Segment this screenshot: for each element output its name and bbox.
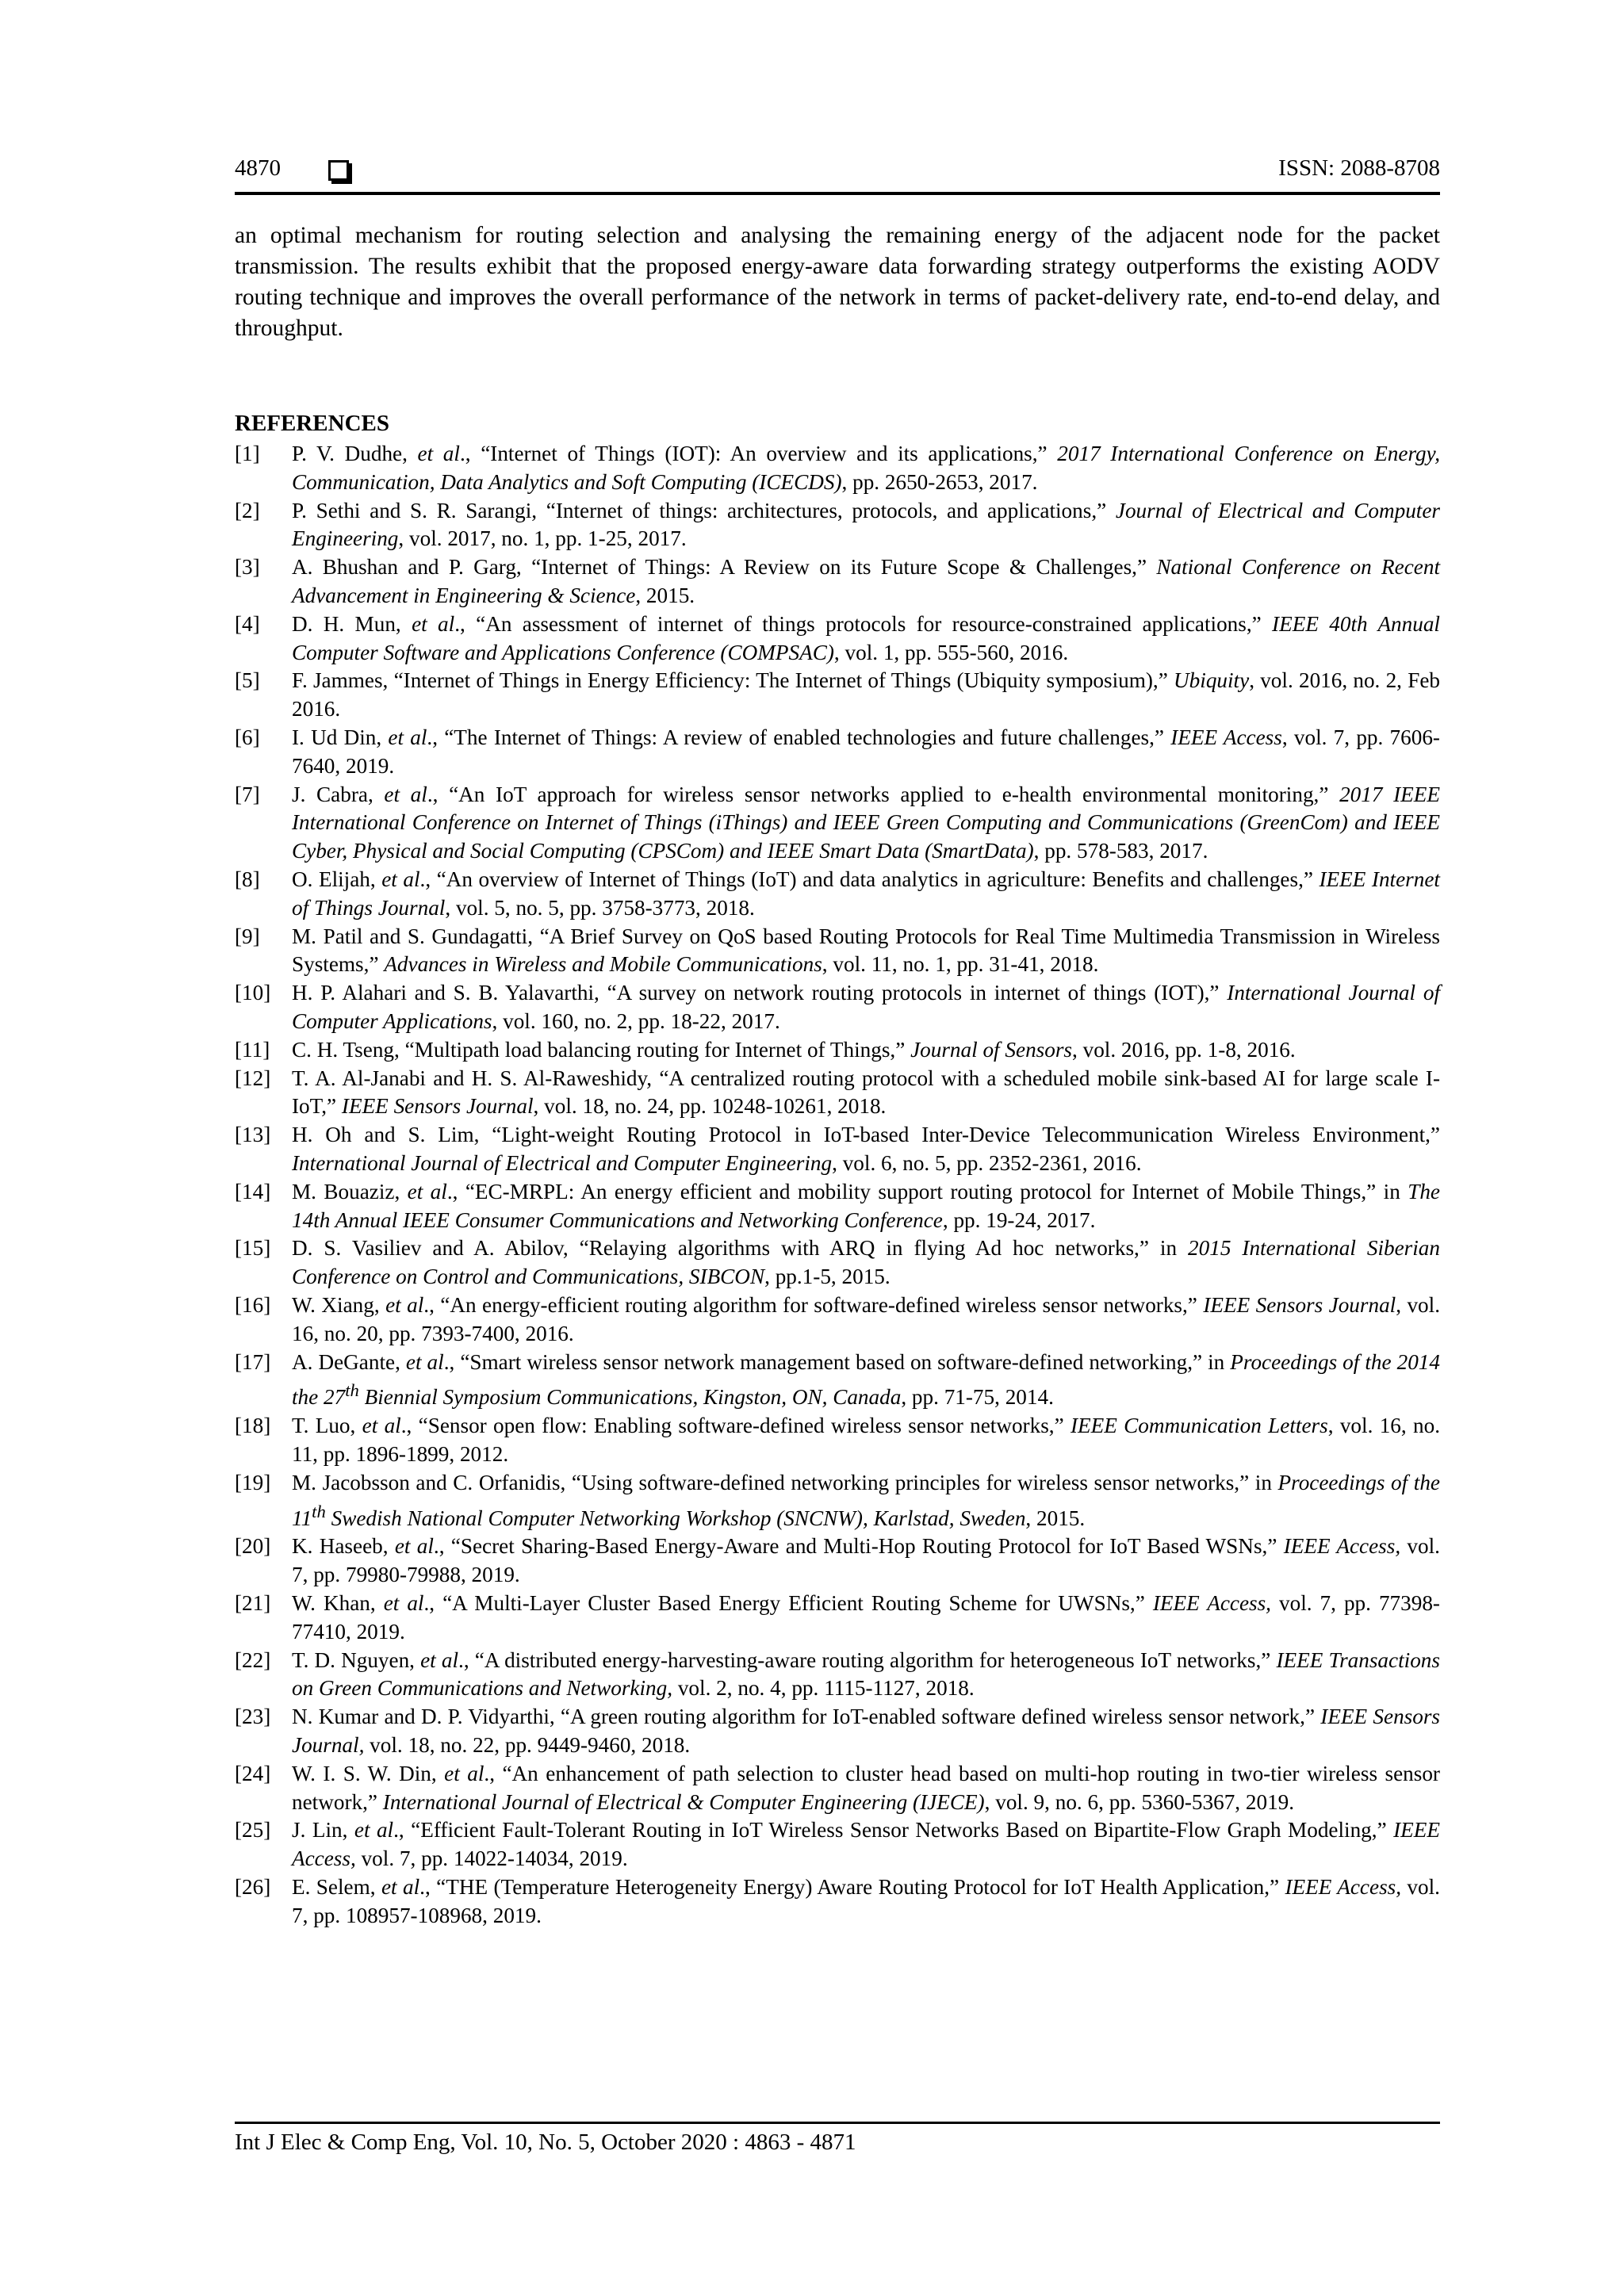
reference-number: [15] (235, 1236, 271, 1261)
reference-item (235, 1121, 1440, 1178)
reference-text: D. S. Vasiliev and A. Abilov, “Relaying algorithms with ARQ in flying Ad hoc networks,” in 2015 International Siberian Conference on Control and Communications, SIBCON, pp.1-5, 2015. (292, 1236, 1440, 1289)
reference-item (235, 1412, 1440, 1469)
reference-text: N. Kumar and D. P. Vidyarthi, “A green routing algorithm for IoT-enabled software defined wireless sensor network,” IEEE Sensors Journal, vol. 18, no. 22, pp. 9449-9460, 2018. (292, 1705, 1441, 1757)
reference-text: T. Luo, et al., “Sensor open flow: Enabling software-defined wireless sensor networks,” IEEE Communication Letters, vol. 16, no. 11, pp. 1896-1899, 2012. (292, 1414, 1440, 1466)
reference-text: E. Selem, et al., “THE (Temperature Heterogeneity Energy) Aware Routing Protocol for IoT Health Application,” IEEE Access, vol. 7, pp. 108957-108968, 2019. (292, 1874, 1440, 1927)
reference-number: [24] (235, 1761, 271, 1785)
reference-number: [10] (235, 981, 271, 1005)
reference-item (235, 866, 1440, 923)
reference-item (235, 440, 1440, 497)
reference-text: A. Bhushan and P. Garg, “Internet of Things: A Review on its Future Scope & Challenges,” National Conference on Recent Advancement in Engineering & Science, 2015. (292, 555, 1440, 607)
reference-text: O. Elijah, et al., “An overview of Internet of Things (IoT) and data analytics in agriculture: Benefits and challenges,” IEEE Internet of Things Journal, vol. 5, no. 5, pp. 3758-3773, 2018. (292, 867, 1440, 920)
page-header (235, 155, 1440, 193)
issn-label: ISSN: 2088-8708 (1278, 155, 1440, 181)
reference-number: [20] (235, 1534, 271, 1559)
reference-item (235, 1469, 1440, 1533)
reference-number: [13] (235, 1123, 271, 1147)
reference-number: [18] (235, 1414, 271, 1438)
reference-item (235, 979, 1440, 1036)
reference-text: C. H. Tseng, “Multipath load balancing routing for Internet of Things,” Journal of Sensors, vol. 2016, pp. 1-8, 2016. (292, 1037, 1296, 1062)
reference-item (235, 1036, 1440, 1065)
reference-item (235, 1590, 1440, 1647)
reference-number: [9] (235, 924, 260, 948)
reference-text: I. Ud Din, et al., “The Internet of Things: A review of enabled technologies and future challenges,” IEEE Access, vol. 7, pp. 7606-7640, 2019. (292, 725, 1440, 778)
reference-item (235, 553, 1440, 610)
reference-number: [26] (235, 1874, 271, 1899)
reference-text: M. Jacobsson and C. Orfanidis, “Using software-defined networking principles for wireless sensor networks,” in Proceedings of the 11th Swedish National Computer Networking Workshop (SNCNW), Karlstad, Sweden, 2015. (292, 1470, 1440, 1530)
reference-text: H. Oh and S. Lim, “Light-weight Routing Protocol in IoT-based Inter-Device Telecommunication Wireless Environment,” International Journal of Electrical and Computer Engineering, vol. 6, no. 5, pp. 2352-2361, 2016. (292, 1123, 1440, 1175)
conclusion-paragraph: an optimal mechanism for routing selection and analysing the remaining energy of the adjacent node for the packet transmission. The results exhibit that the proposed energy-aware data forwarding strategy outperforms the existing AODV routing technique and improves the overall performance of the network in terms of packet-delivery rate, end-to-end delay, and throughput. (235, 223, 1440, 341)
reference-number: [21] (235, 1591, 271, 1615)
reference-item (235, 1873, 1440, 1931)
reference-text: M. Bouaziz, et al., “EC-MRPL: An energy efficient and mobility support routing protocol for Internet of Mobile Things,” in The 14th Annual IEEE Consumer Communications and Networking Conference, pp. 19-24, 2017. (292, 1179, 1440, 1232)
page-number: 4870 (235, 155, 281, 181)
reference-text: J. Cabra, et al., “An IoT approach for wireless sensor networks applied to e-health environmental monitoring,” 2017 IEEE International Conference on Internet of Things (iThings) and IEEE Green Computing and Communications (GreenCom) and IEEE Cyber, Physical and Social Computing (CPSCom) and IEEE Smart Data (SmartData), pp. 578-583, 2017. (292, 782, 1440, 863)
reference-text: M. Patil and S. Gundagatti, “A Brief Survey on QoS based Routing Protocols for Real Time Multimedia Transmission in Wireless Systems,” Advances in Wireless and Mobile Communications, vol. 11, no. 1, pp. 31-41, 2018. (292, 924, 1440, 977)
reference-number: [3] (235, 555, 260, 580)
reference-number: [12] (235, 1066, 271, 1090)
reference-item (235, 1292, 1440, 1349)
reference-text: H. P. Alahari and S. B. Yalavarthi, “A survey on network routing protocols in internet of things (IOT),” International Journal of Computer Applications, vol. 160, no. 2, pp. 18-22, 2017. (292, 981, 1440, 1033)
reference-text: W. Khan, et al., “A Multi-Layer Cluster Based Energy Efficient Routing Scheme for UWSNs,” IEEE Access, vol. 7, pp. 77398-77410, 2019. (292, 1591, 1440, 1644)
reference-number: [6] (235, 725, 260, 749)
reference-number: [14] (235, 1179, 271, 1203)
square-box-icon (328, 160, 349, 181)
reference-number: [8] (235, 867, 260, 891)
reference-number: [2] (235, 498, 260, 522)
reference-number: [4] (235, 611, 260, 636)
reference-item (235, 1647, 1440, 1704)
reference-item (235, 497, 1440, 554)
references-list (235, 440, 1440, 1931)
reference-number: [23] (235, 1705, 271, 1729)
reference-number: [22] (235, 1647, 271, 1672)
reference-text: K. Haseeb, et al., “Secret Sharing-Based Energy-Aware and Multi-Hop Routing Protocol for IoT Based WSNs,” IEEE Access, vol. 7, pp. 79980-79988, 2019. (292, 1534, 1440, 1587)
reference-item (235, 923, 1440, 980)
reference-number: [7] (235, 782, 260, 806)
reference-text: W. I. S. W. Din, et al., “An enhancement of path selection to cluster head based on multi-hop routing in two-tier wireless sensor network,” International Journal of Electrical & Computer Engineering (IJECE), vol. 9, no. 6, pp. 5360-5367, 2019. (292, 1761, 1440, 1814)
reference-item (235, 724, 1440, 781)
reference-item (235, 667, 1440, 724)
reference-item (235, 1234, 1440, 1292)
reference-item (235, 1816, 1440, 1873)
reference-text: D. H. Mun, et al., “An assessment of internet of things protocols for resource-constrained applications,” IEEE 40th Annual Computer Software and Applications Conference (COMPSAC), vol. 1, pp. 555-560, 2016. (292, 611, 1440, 664)
reference-item (235, 1349, 1440, 1413)
reference-item (235, 781, 1440, 866)
reference-item (235, 1760, 1440, 1817)
reference-item (235, 1178, 1440, 1235)
reference-item (235, 1533, 1440, 1590)
reference-item (235, 1065, 1440, 1122)
reference-text: T. D. Nguyen, et al., “A distributed energy-harvesting-aware routing algorithm for heterogeneous IoT networks,” IEEE Transactions on Green Communications and Networking, vol. 2, no. 4, pp. 1115-1127, 2018. (292, 1647, 1440, 1701)
reference-number: [17] (235, 1349, 271, 1374)
header-divider (235, 192, 1440, 195)
reference-text: P. Sethi and S. R. Sarangi, “Internet of things: architectures, protocols, and applications,” Journal of Electrical and Computer Engineering, vol. 2017, no. 1, pp. 1-25, 2017. (292, 498, 1441, 551)
reference-number: [25] (235, 1818, 271, 1843)
reference-number: [1] (235, 442, 260, 465)
reference-text: T. A. Al-Janabi and H. S. Al-Raweshidy, “A centralized routing protocol with a scheduled mobile sink-based AI for large scale I-IoT,” IEEE Sensors Journal, vol. 18, no. 24, pp. 10248-10261, 2018. (292, 1066, 1440, 1119)
reference-number: [16] (235, 1292, 271, 1317)
reference-text: A. DeGante, et al., “Smart wireless sensor network management based on software-defined networking,” in Proceedings of the 2014 the 27th Biennial Symposium Communications, Kingston, ON, Canada, pp. 71-75, 2014. (292, 1349, 1440, 1410)
reference-text: P. V. Dudhe, et al., “Internet of Things (IOT): An overview and its applications,” 2017 International Conference on Energy, Communication, Data Analytics and Soft Computing (ICECDS), pp. 2650-2653, 2017. (292, 442, 1440, 494)
reference-text: J. Lin, et al., “Efficient Fault-Tolerant Routing in IoT Wireless Sensor Networks Based on Bipartite-Flow Graph Modeling,” IEEE Access, vol. 7, pp. 14022-14034, 2019. (292, 1818, 1440, 1871)
reference-text: W. Xiang, et al., “An energy-efficient routing algorithm for software-defined wireless sensor networks,” IEEE Sensors Journal, vol. 16, no. 20, pp. 7393-7400, 2016. (292, 1292, 1440, 1345)
reference-number: [11] (235, 1037, 270, 1062)
reference-item (235, 610, 1440, 668)
reference-number: [19] (235, 1470, 271, 1494)
reference-text: F. Jammes, “Internet of Things in Energy Efficiency: The Internet of Things (Ubiquity symposium),” Ubiquity, vol. 2016, no. 2, Feb 2016. (292, 668, 1440, 721)
reference-number: [5] (235, 668, 260, 693)
footer-citation: Int J Elec & Comp Eng, Vol. 10, No. 5, October 2020 : 4863 - 4871 (235, 2130, 856, 2155)
references-heading: REFERENCES (235, 411, 389, 436)
footer-divider (235, 2122, 1440, 2124)
reference-item (235, 1703, 1440, 1760)
